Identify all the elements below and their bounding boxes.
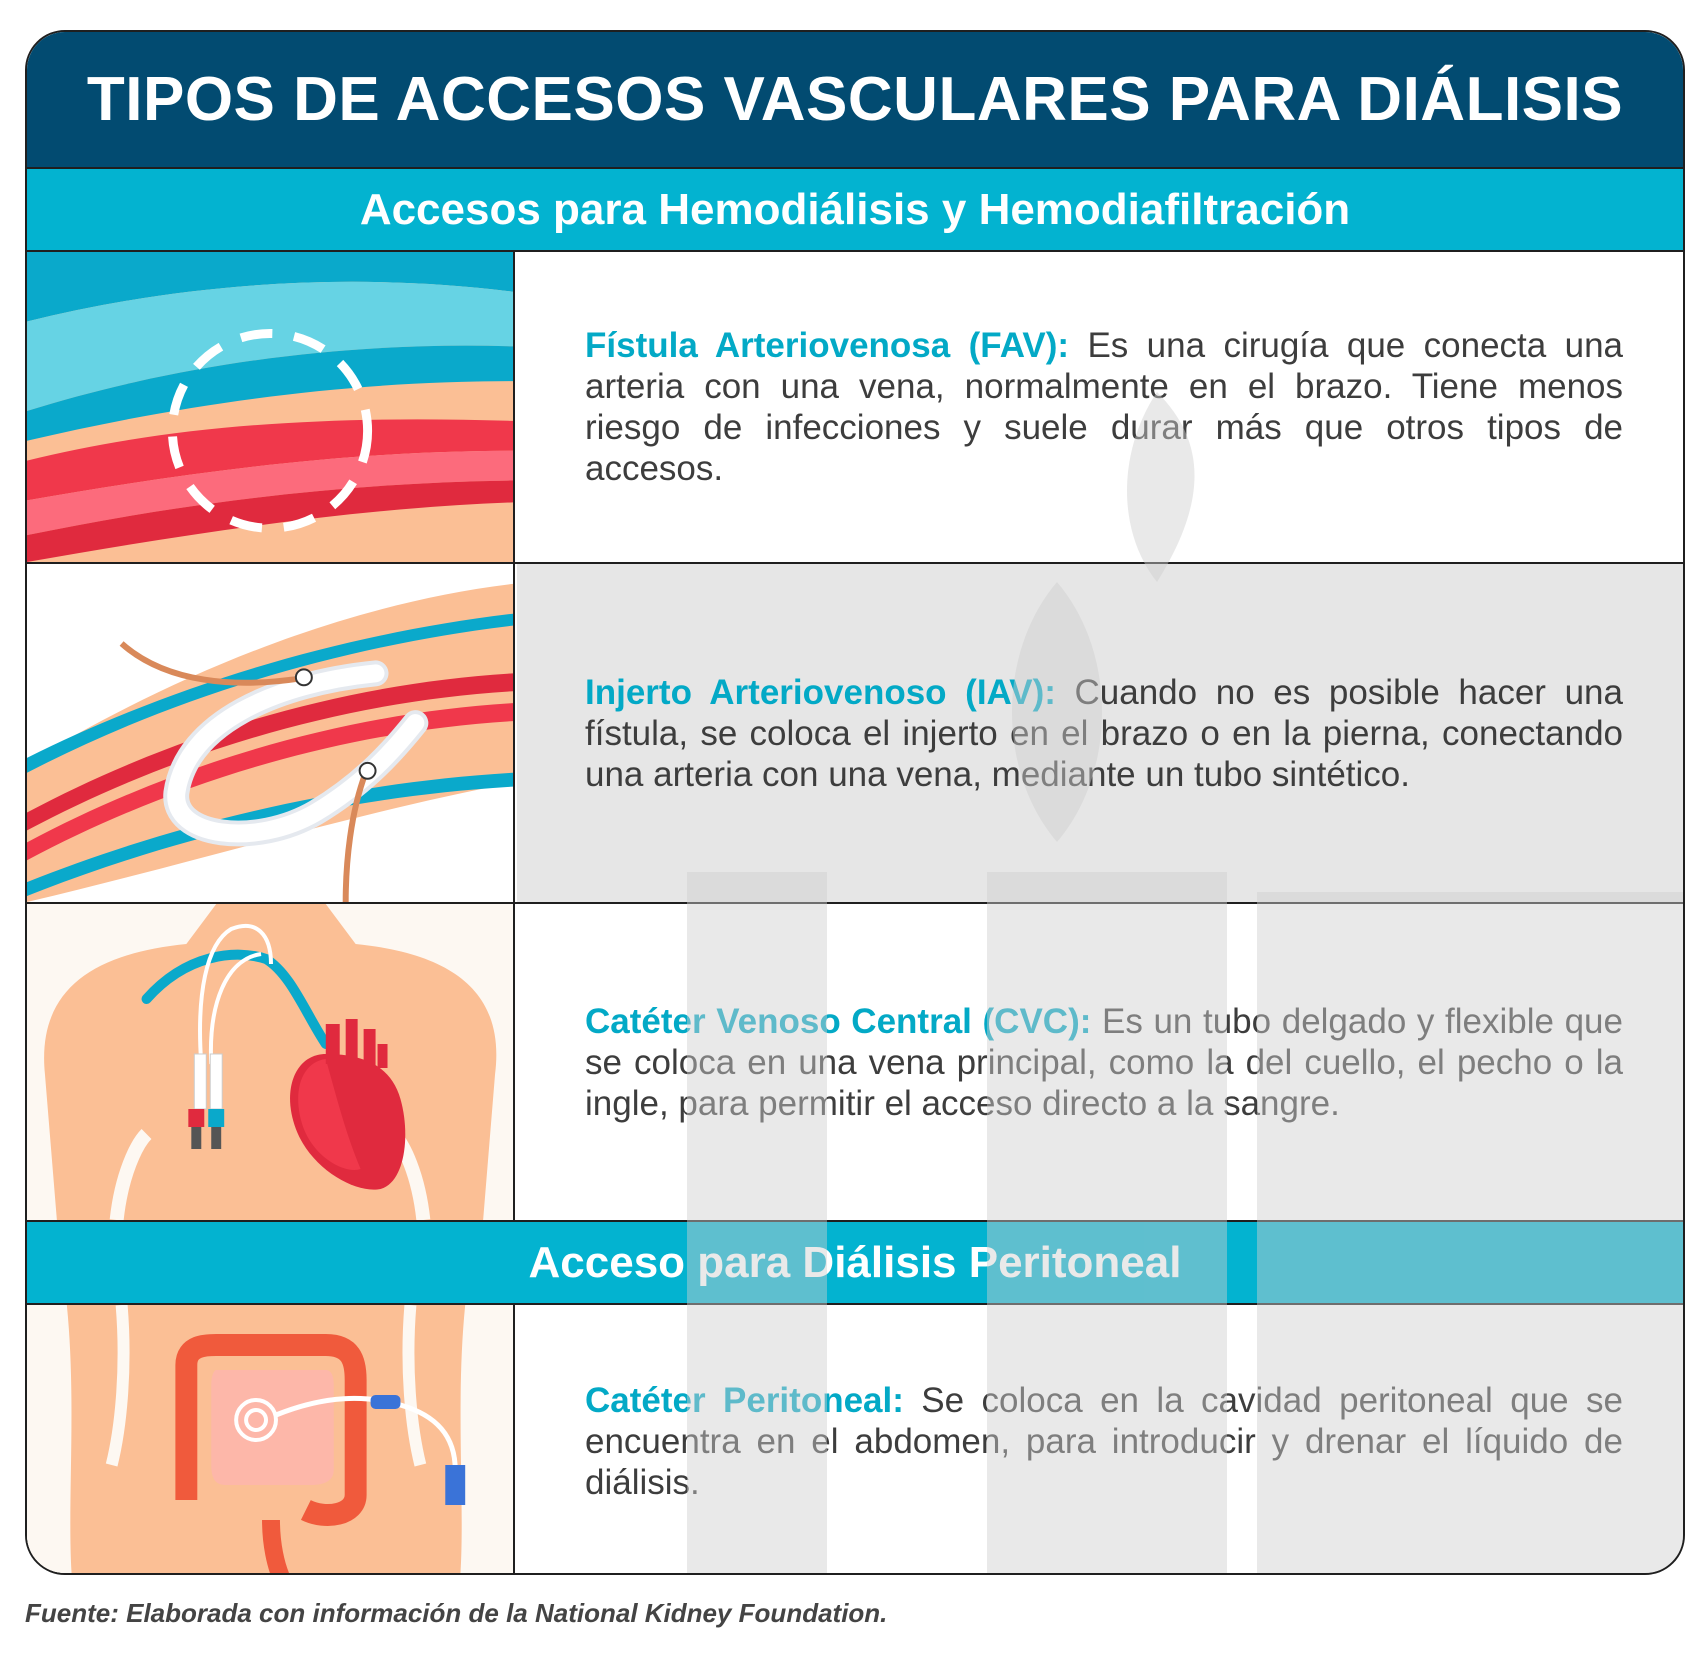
fav-text: Es una cirugía que conecta una arteria con una vena, normalmente en el brazo. Tiene menos riesgo de infecciones y suele durar más que otros tipos de accesos. — [585, 326, 1624, 488]
section-heading-peritoneal: Acceso para Diálisis Peritoneal — [27, 1220, 1683, 1305]
section-heading-hemodialysis: Accesos para Hemodiálisis y Hemodiafiltración — [27, 167, 1683, 252]
graft-illustration — [27, 564, 515, 902]
term-peritoneal: Catéter Peritoneal: — [585, 1380, 904, 1420]
peritoneal-description — [517, 1305, 1683, 1575]
cvc-description — [517, 904, 1683, 1220]
source-caption: Fuente: Elaborada con información de la National Kidney Foundation. — [25, 1598, 888, 1628]
page-title: TIPOS DE ACCESOS VASCULARES PARA DIÁLISIS — [27, 32, 1683, 167]
row-fav — [27, 252, 1683, 564]
infographic-card — [25, 30, 1685, 1575]
row-peritoneal — [27, 1305, 1683, 1575]
term-fav: Fístula Arteriovenosa (FAV): — [585, 326, 1070, 365]
iav-text: Cuando no es posible hacer una fístula, se coloca el injerto en el brazo o en la pierna, conectando una arteria con una vena, mediante un tubo sintético. — [585, 672, 1623, 794]
peritoneal-text: Se coloca en la cavidad peritoneal que se encuentra en el abdomen, para introducir y drenar el líquido de diálisis. — [585, 1380, 1623, 1502]
fav-description — [517, 252, 1683, 562]
term-cvc: Catéter Venoso Central (CVC): — [585, 1001, 1092, 1041]
peritoneal-catheter-illustration — [27, 1305, 515, 1575]
row-iav — [27, 564, 1683, 904]
row-cvc — [27, 904, 1683, 1220]
fistula-illustration — [27, 252, 515, 562]
term-iav: Injerto Arteriovenoso (IAV): — [585, 672, 1056, 712]
central-catheter-illustration — [27, 904, 515, 1220]
cvc-text: Es un tubo delgado y flexible que se coloca en una vena principal, como la del cuello, el pecho o la ingle, para permitir el acceso directo a la sangre. — [585, 1001, 1623, 1123]
iav-description — [517, 564, 1683, 902]
